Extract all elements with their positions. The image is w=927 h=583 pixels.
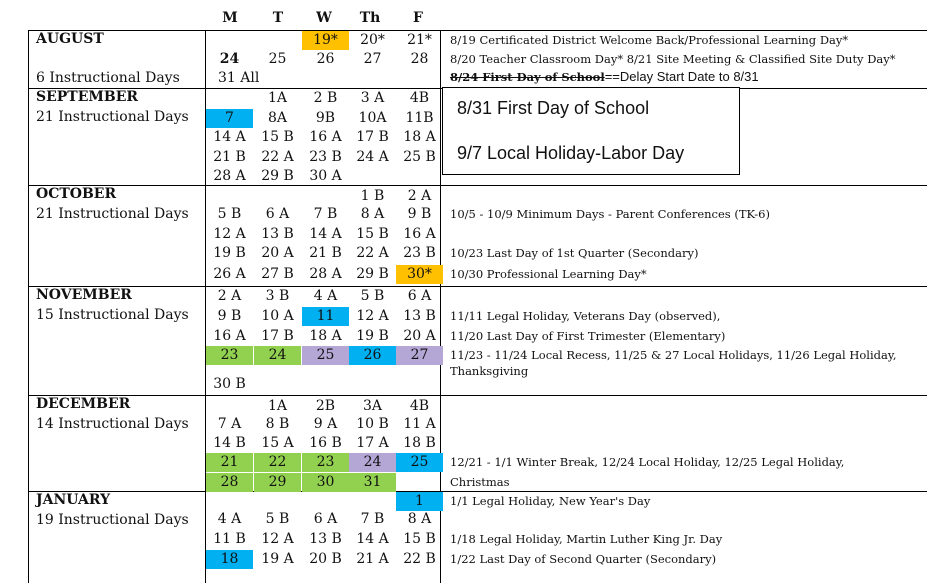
day-cell-january: 13 B: [309, 531, 342, 547]
note-december: Christmas: [450, 475, 510, 489]
day-cell-october: 12 A: [213, 226, 246, 242]
day-cell-november: 17 B: [261, 328, 294, 344]
callout-line-1: 8/31 First Day of School: [457, 98, 650, 118]
day-cell-december: 2B: [315, 398, 336, 414]
day-cell-september: 14 A: [213, 129, 246, 145]
day-cell-august: 25: [268, 51, 287, 67]
day-cell-november: 10 A: [261, 308, 294, 324]
day-cell-november: 24: [254, 346, 301, 365]
day-cell-september: 18 A: [403, 129, 436, 145]
day-cell-december: 24: [349, 453, 396, 472]
note-january: 1/1 Legal Holiday, New Year's Day: [450, 494, 651, 508]
month-name-august: AUGUST: [36, 31, 104, 47]
day-cell-september: 15 B: [261, 129, 294, 145]
day-cell-december: 31: [349, 473, 396, 492]
day-cell-december: 10 B: [356, 416, 389, 432]
day-cell-august: 24: [219, 51, 240, 67]
day-cell-october: 13 B: [261, 226, 294, 242]
day-cell-august: 28: [410, 51, 429, 67]
note-august: 8/19 Certificated District Welcome Back/Professional Learning Day*: [450, 33, 849, 47]
day-cell-december: 14 B: [213, 435, 246, 451]
day-cell-december: 3A: [362, 398, 383, 414]
weekday-f: F: [413, 10, 423, 26]
day-cell-december: 29: [254, 473, 301, 492]
day-cell-september: 3 A: [360, 90, 385, 106]
day-cell-december: 1A: [267, 398, 288, 414]
day-cell-november: 4 A: [313, 288, 338, 304]
instructional-days-september: 21 Instructional Days: [36, 109, 189, 125]
day-cell-august: 26: [316, 51, 335, 67]
month-divider: [28, 185, 927, 186]
day-cell-september: 1A: [267, 90, 288, 106]
day-cell-january: 7 B: [360, 511, 385, 527]
day-cell-september: 22 A: [261, 149, 294, 165]
month-name-september: SEPTEMBER: [36, 89, 139, 105]
day-cell-january: 1: [396, 492, 443, 511]
weekday-m: M: [222, 10, 238, 26]
day-cell-november: 13 B: [403, 308, 436, 324]
day-cell-september: 28 A: [213, 168, 246, 184]
day-cell-december: 18 B: [403, 435, 436, 451]
day-cell-october: 16 A: [403, 226, 436, 242]
first-day-callout: [442, 87, 740, 175]
day-cell-september: 21 B: [213, 149, 246, 165]
instructional-days-october: 21 Instructional Days: [36, 206, 189, 222]
day-cell-october: 5 B: [217, 206, 242, 222]
august-struck-note: 8/24 First Day of School==Delay Start Date to 8/31: [450, 69, 759, 84]
day-cell-october: 2 A: [407, 188, 432, 204]
day-cell-september: 30 A: [309, 168, 342, 184]
day-cell-september: 16 A: [309, 129, 342, 145]
day-cell-september: 23 B: [309, 149, 342, 165]
day-cell-october: 15 B: [356, 226, 389, 242]
day-cell-january: 6 A: [313, 511, 338, 527]
day-cell-january: 11 B: [213, 531, 246, 547]
day-cell-december: 21: [206, 453, 253, 472]
day-cell-january: 22 B: [403, 551, 436, 567]
day-cell-september: 10A: [358, 110, 387, 126]
day-cell-january: 21 A: [356, 551, 389, 567]
day-cell-january: 15 B: [403, 531, 436, 547]
day-cell-november: 9 B: [217, 308, 242, 324]
day-cell-october: 22 A: [356, 245, 389, 261]
day-cell-december: 7 A: [217, 416, 242, 432]
august-delay-note: ==Delay Start Date to 8/31: [604, 69, 759, 84]
day-cell-september: 8A: [267, 110, 288, 126]
day-cell-december: 16 B: [309, 435, 342, 451]
day-cell-october: 19 B: [213, 245, 246, 261]
day-cell-november: 27: [396, 346, 443, 365]
day-cell-october: 30*: [396, 265, 443, 284]
day-cell-november: 12 A: [356, 308, 389, 324]
day-cell-december: 30: [302, 473, 349, 492]
month-name-december: DECEMBER: [36, 396, 131, 412]
day-cell-october: 28 A: [309, 266, 342, 282]
month-divider: [28, 395, 927, 396]
month-name-november: NOVEMBER: [36, 287, 132, 303]
day-cell-october: 8 A: [360, 206, 385, 222]
day-cell-september: 11B: [405, 110, 434, 126]
day-cell-august: 21*: [407, 32, 432, 48]
day-cell-september: 24 A: [356, 149, 389, 165]
weekday-th: Th: [359, 10, 381, 26]
note-december: 12/21 - 1/1 Winter Break, 12/24 Local Holiday, 12/25 Legal Holiday,: [450, 455, 845, 469]
day-cell-december: 4B: [409, 398, 430, 414]
table-left-border: [28, 30, 29, 583]
instructional-days-january: 19 Instructional Days: [36, 512, 189, 528]
day-cell-september: 9B: [315, 110, 336, 126]
day-cell-december: 22: [254, 453, 301, 472]
note-january: 1/22 Last Day of Second Quarter (Secondary): [450, 552, 717, 566]
note-january: 1/18 Legal Holiday, Martin Luther King Jr. Day: [450, 532, 723, 546]
day-cell-december: 11 A: [403, 416, 436, 432]
weekday-t: T: [272, 10, 284, 26]
day-cell-december: 8 B: [265, 416, 290, 432]
note-october: 10/5 - 10/9 Minimum Days - Parent Conferences (TK-6): [450, 207, 770, 221]
day-cell-october: 26 A: [213, 266, 246, 282]
month-name-january: JANUARY: [36, 492, 111, 508]
day-cell-october: 23 B: [403, 245, 436, 261]
month-divider: [28, 491, 927, 492]
day-cell-august: 20*: [360, 32, 385, 48]
day-cell-november: 26: [349, 346, 396, 365]
day-cell-october: 1 B: [360, 188, 385, 204]
instructional-days-november: 15 Instructional Days: [36, 307, 189, 323]
day-cell-october: 27 B: [261, 266, 294, 282]
month-divider: [28, 286, 927, 287]
day-cell-september: 17 B: [356, 129, 389, 145]
day-cell-november: 20 A: [403, 328, 436, 344]
day-cell-september: 29 B: [261, 168, 294, 184]
day-cell-january: 5 B: [265, 511, 290, 527]
day-cell-october: 6 A: [265, 206, 290, 222]
day-cell-august: 19*: [302, 31, 349, 50]
callout-line-2: 9/7 Local Holiday-Labor Day: [457, 143, 685, 163]
day-cell-november: 2 A: [217, 288, 242, 304]
day-cell-december: 28: [206, 473, 253, 492]
day-cell-november: 30 B: [213, 376, 246, 392]
day-cell-august: 31 All: [218, 70, 260, 86]
day-cell-september: 25 B: [403, 149, 436, 165]
month-divider: [28, 30, 927, 31]
day-cell-january: 12 A: [261, 531, 294, 547]
day-cell-october: 14 A: [309, 226, 342, 242]
day-cell-november: 3 B: [265, 288, 290, 304]
day-cell-january: 14 A: [356, 531, 389, 547]
day-cell-november: 18 A: [309, 328, 342, 344]
day-cell-november: 25: [302, 346, 349, 365]
note-october: 10/30 Professional Learning Day*: [450, 267, 647, 281]
note-october: 10/23 Last Day of 1st Quarter (Secondary): [450, 246, 699, 260]
day-cell-september: 2 B: [313, 90, 338, 106]
day-cell-november: 5 B: [360, 288, 385, 304]
day-cell-october: 7 B: [313, 206, 338, 222]
day-cell-december: 9 A: [313, 416, 338, 432]
day-cell-january: 4 A: [217, 511, 242, 527]
day-cell-november: 6 A: [407, 288, 432, 304]
day-cell-december: 15 A: [261, 435, 294, 451]
day-cell-october: 29 B: [356, 266, 389, 282]
note-november: 11/20 Last Day of First Trimester (Elementary): [450, 329, 726, 343]
day-cell-december: 17 A: [356, 435, 389, 451]
note-august: 8/20 Teacher Classroom Day* 8/21 Site Meeting & Classified Site Duty Day*: [450, 52, 896, 66]
instructional-days-december: 14 Instructional Days: [36, 416, 189, 432]
day-cell-october: 21 B: [309, 245, 342, 261]
day-cell-january: 20 B: [309, 551, 342, 567]
day-cell-november: 23: [206, 346, 253, 365]
day-cell-december: 23: [302, 453, 349, 472]
day-cell-october: 9 B: [407, 206, 432, 222]
note-november: Thanksgiving: [450, 364, 529, 379]
day-cell-september: 7: [206, 109, 253, 128]
note-november: 11/23 - 11/24 Local Recess, 11/25 & 27 Local Holidays, 11/26 Legal Holiday,: [450, 348, 897, 362]
month-name-october: OCTOBER: [36, 186, 117, 202]
day-cell-november: 11: [302, 307, 349, 326]
day-cell-august: 27: [363, 51, 382, 67]
day-cell-january: 8 A: [407, 511, 432, 527]
day-cell-january: 19 A: [261, 551, 294, 567]
note-november: 11/11 Legal Holiday, Veterans Day (observed),: [450, 309, 721, 323]
day-cell-december: 25: [396, 453, 443, 472]
day-cell-october: 20 A: [261, 245, 294, 261]
day-cell-september: 4B: [409, 90, 430, 106]
day-cell-november: 16 A: [213, 328, 246, 344]
day-cell-january: 18: [206, 550, 253, 569]
instructional-days-august: 6 Instructional Days: [36, 70, 180, 86]
weekday-w: W: [316, 10, 332, 26]
day-cell-november: 19 B: [356, 328, 389, 344]
